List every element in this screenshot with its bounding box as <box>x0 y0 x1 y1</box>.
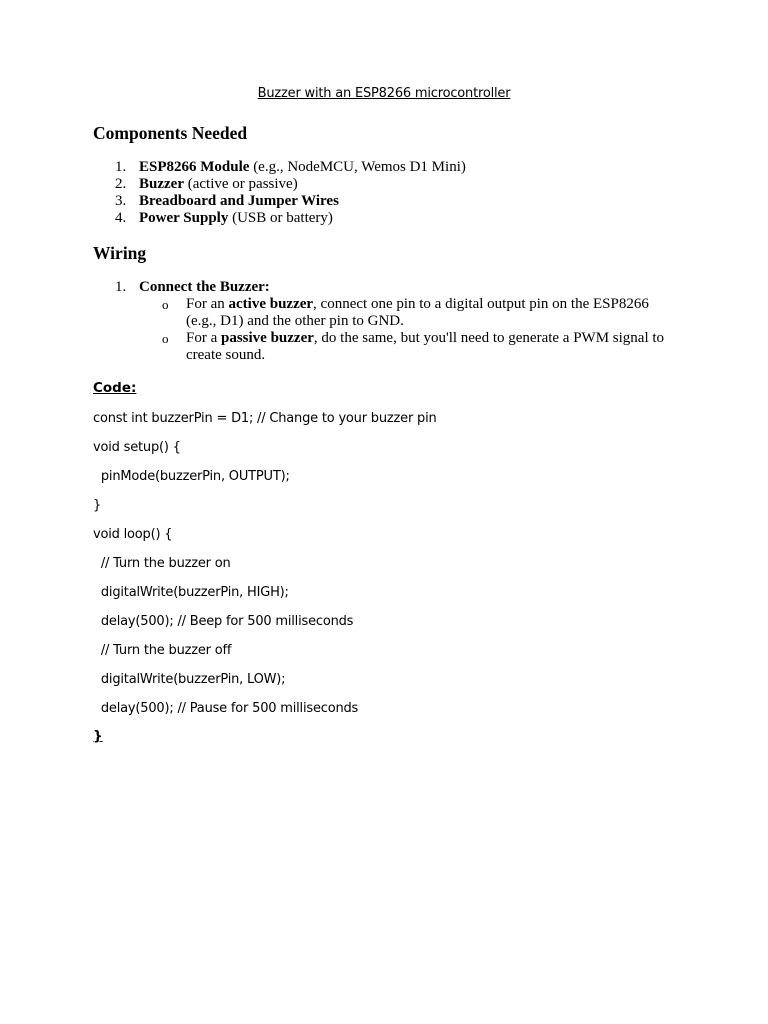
step-label: Connect the Buzzer: <box>139 279 270 295</box>
code-line: pinMode(buzzerPin, OUTPUT); <box>93 469 290 484</box>
code-line: delay(500); // Pause for 500 milliseconds <box>93 701 359 716</box>
document-title: Buzzer with an ESP8266 microcontroller <box>257 86 511 101</box>
code-closing-brace: } <box>93 728 103 744</box>
sublist-item <box>160 330 670 364</box>
bullet-icon: o <box>162 331 169 346</box>
code-line: delay(500); // Beep for 500 milliseconds <box>93 614 354 629</box>
item-text: (active or passive) <box>183 176 298 192</box>
bullet-post: , do the same, but you'll need to generate a PWM signal to create sound. <box>186 330 665 363</box>
item-bold: Power Supply <box>139 210 229 226</box>
list-item <box>93 176 466 193</box>
item-bold: Breadboard and Jumper Wires <box>139 193 339 209</box>
list-item <box>93 279 270 296</box>
list-number: 3. <box>115 193 127 209</box>
item-bold: Buzzer <box>139 176 184 192</box>
list-item <box>93 193 466 210</box>
sublist-item <box>160 296 670 330</box>
code-label: Code: <box>93 380 137 396</box>
bullet-pre: For an <box>186 296 229 312</box>
code-line: digitalWrite(buzzerPin, HIGH); <box>93 585 289 600</box>
list-number: 2. <box>115 176 127 192</box>
bullet-post: , connect one pin to a digital output pin on the ESP8266 (e.g., D1) and the other pin to GND. <box>186 296 649 329</box>
code-line: // Turn the buzzer off <box>93 643 232 658</box>
wiring-sublist <box>160 296 670 364</box>
code-line: void setup() { <box>93 440 181 455</box>
code-line: digitalWrite(buzzerPin, LOW); <box>93 672 286 687</box>
code-line: } <box>93 498 102 513</box>
wiring-list <box>93 279 270 296</box>
list-number: 1. <box>115 279 127 295</box>
list-number: 1. <box>115 159 127 175</box>
item-text: (e.g., NodeMCU, Wemos D1 Mini) <box>249 159 466 175</box>
bullet-icon: o <box>162 297 169 312</box>
bullet-bold: active buzzer <box>228 296 314 312</box>
list-item <box>93 210 466 227</box>
list-number: 4. <box>115 210 127 226</box>
wiring-heading: Wiring <box>93 243 147 263</box>
code-line: void loop() { <box>93 527 173 542</box>
code-line: const int buzzerPin = D1; // Change to your buzzer pin <box>93 411 437 426</box>
code-line: // Turn the buzzer on <box>93 556 231 571</box>
bullet-bold: passive buzzer <box>221 330 314 346</box>
bullet-pre: For a <box>186 330 221 346</box>
components-list <box>93 159 466 227</box>
list-item <box>93 159 466 176</box>
item-text: (USB or battery) <box>228 210 333 226</box>
components-heading: Components Needed <box>93 123 248 143</box>
item-bold: ESP8266 Module <box>139 159 250 175</box>
